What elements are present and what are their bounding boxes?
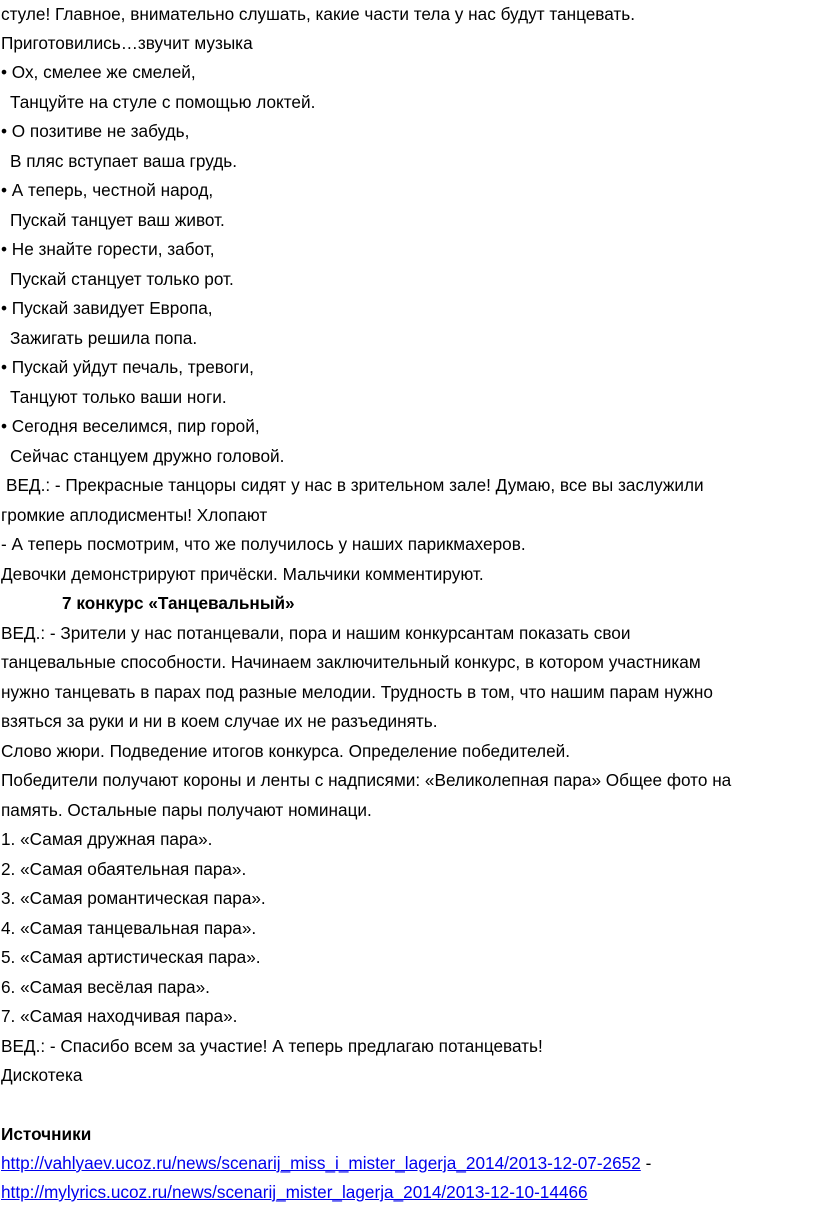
paragraph-intro-line: стуле! Главное, внимательно слушать, какие части тела у нас будут танцевать. — [1, 4, 635, 24]
contest-heading: 7 конкурс «Танцевальный» — [62, 593, 295, 613]
nomination-item: 4. «Самая танцевальная пара». — [1, 918, 257, 938]
verse-continuation-line: Зажигать решила попа. — [10, 328, 198, 348]
source-separator: - — [640, 1153, 652, 1173]
host-speech-line: взяться за руки и ни в коем случае их не разъединять. — [1, 711, 438, 731]
sources-heading: Источники — [1, 1124, 92, 1144]
verse-continuation-line: Танцуйте на стуле с помощью локтей. — [10, 92, 316, 112]
verse-bullet-line: • О позитиве не забудь, — [1, 121, 190, 141]
host-closing-line: ВЕД.: - Спасибо всем за участие! А теперь предлагаю потанцевать! — [1, 1036, 543, 1056]
host-speech-line: громкие аплодисменты! Хлопают — [1, 505, 268, 525]
host-speech-line: ВЕД.: - Прекрасные танцоры сидят у нас в зрительном зале! Думаю, все вы заслужили — [6, 475, 704, 495]
verse-continuation-line: Танцуют только ваши ноги. — [10, 387, 227, 407]
verse-bullet-line: • Сегодня веселимся, пир горой, — [1, 416, 260, 436]
host-speech-line: нужно танцевать в парах под разные мелодии. Трудность в том, что нашим парам нужно — [1, 682, 713, 702]
verse-continuation-line: Пускай танцует ваш живот. — [10, 210, 225, 230]
nomination-item: 7. «Самая находчивая пара». — [1, 1006, 238, 1026]
stage-direction-line: Девочки демонстрируют причёски. Мальчики комментируют. — [1, 564, 484, 584]
source-link-2[interactable]: http://mylyrics.ucoz.ru/news/scenarij_mister_lagerja_2014/2013-12-10-14466 — [1, 1182, 588, 1202]
verse-continuation-line: В пляс вступает ваша грудь. — [10, 151, 237, 171]
disco-line: Дискотека — [1, 1065, 83, 1085]
jury-line: Слово жюри. Подведение итогов конкурса. Определение победителей. — [1, 741, 570, 761]
nomination-item: 5. «Самая артистическая пара». — [1, 947, 261, 967]
source-link-1[interactable]: http://vahlyaev.ucoz.ru/news/scenarij_miss_i_mister_lagerja_2014/2013-12-07-2652 — [1, 1153, 641, 1173]
nomination-item: 2. «Самая обаятельная пара». — [1, 859, 247, 879]
source-line-2 — [1, 1178, 588, 1207]
verse-bullet-line: • Пускай уйдут печаль, тревоги, — [1, 357, 254, 377]
winners-line: Победители получают короны и ленты с надписями: «Великолепная пара» Общее фото на — [1, 770, 732, 790]
source-line-1 — [1, 1149, 651, 1178]
verse-bullet-line: • А теперь, честной народ, — [1, 180, 214, 200]
verse-bullet-line: • Пускай завидует Европа, — [1, 298, 213, 318]
nomination-item: 1. «Самая дружная пара». — [1, 829, 213, 849]
host-speech-line: - А теперь посмотрим, что же получилось у наших парикмахеров. — [1, 534, 526, 554]
host-speech-line: ВЕД.: - Зрители у нас потанцевали, пора и нашим конкурсантам показать свои — [1, 623, 631, 643]
nomination-item: 3. «Самая романтическая пара». — [1, 888, 266, 908]
paragraph-music-cue: Приготовились…звучит музыка — [1, 33, 253, 53]
winners-line: память. Остальные пары получают номинаци. — [1, 800, 372, 820]
verse-bullet-line: • Не знайте горести, забот, — [1, 239, 215, 259]
verse-continuation-line: Пускай станцует только рот. — [10, 269, 234, 289]
host-speech-line: танцевальные способности. Начинаем заключительный конкурс, в котором участникам — [1, 652, 701, 672]
verse-bullet-line: • Ох, смелее же смелей, — [1, 62, 196, 82]
verse-continuation-line: Сейчас станцуем дружно головой. — [10, 446, 285, 466]
nomination-item: 6. «Самая весёлая пара». — [1, 977, 210, 997]
